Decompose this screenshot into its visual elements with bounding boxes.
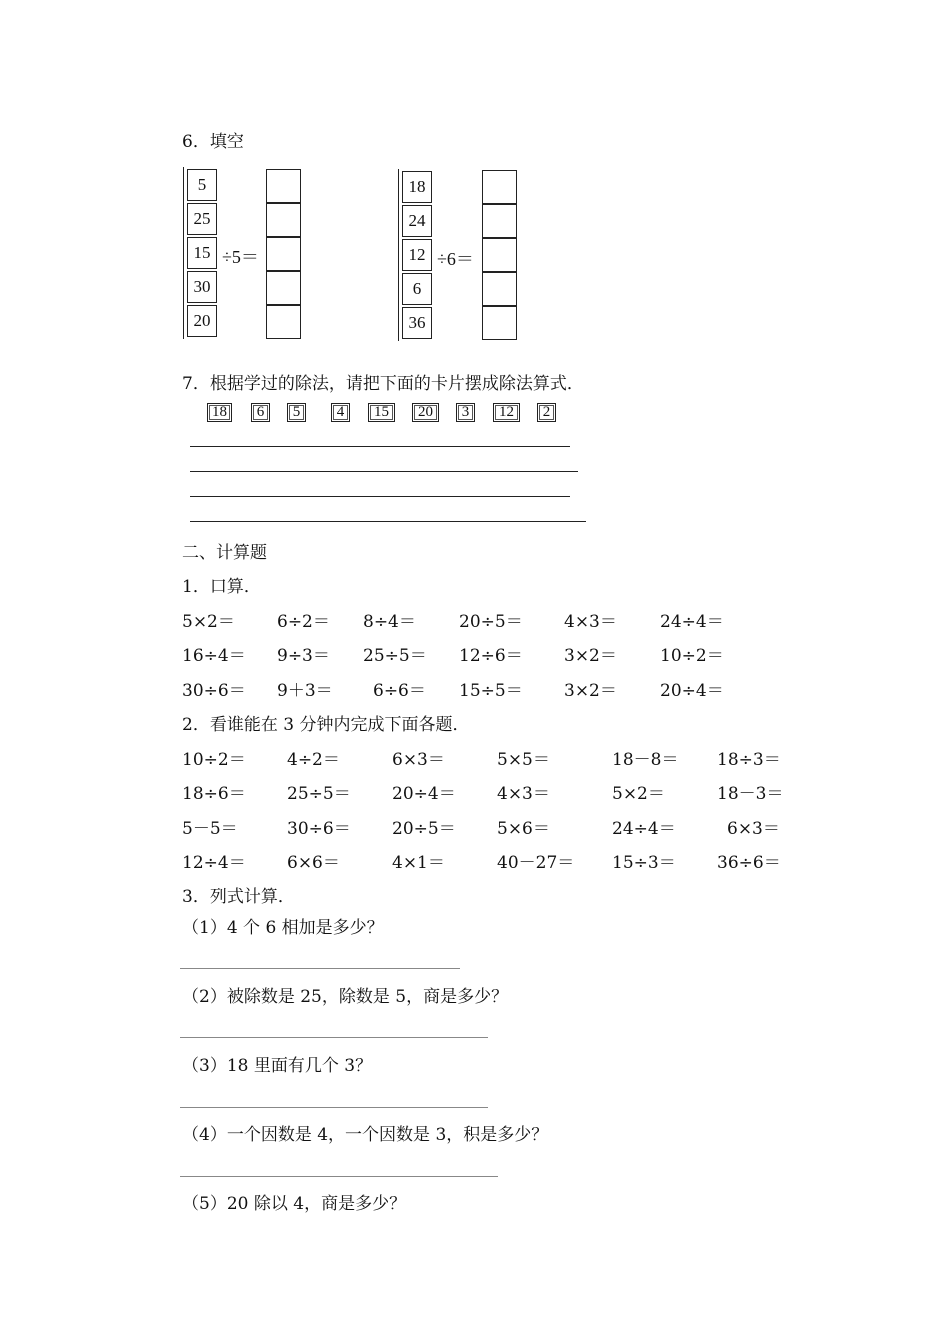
right-number-box: 6: [402, 273, 432, 305]
problem: 3×2＝: [564, 646, 617, 666]
left-number-box: 15: [187, 237, 217, 269]
problem: 4×1＝: [392, 853, 445, 873]
card-label: 6: [253, 405, 268, 420]
card-label: 4: [333, 405, 348, 420]
number-card[interactable]: [368, 403, 395, 422]
word-problem: （4）一个因数是 4，一个因数是 3，积是多少？: [182, 1125, 549, 1145]
right-number-box: 36: [402, 307, 432, 339]
card-label: 12: [495, 405, 518, 420]
number-card[interactable]: [493, 403, 520, 422]
word-problem: （5）20 除以 4，商是多少？: [182, 1194, 407, 1214]
answer-line[interactable]: [180, 1176, 498, 1177]
left-number-box: 20: [187, 305, 217, 337]
part-2-title: 2．看谁能在 3 分钟内完成下面各题．: [182, 715, 470, 735]
problem: 8÷4＝: [363, 612, 416, 632]
answer-line[interactable]: [190, 471, 578, 472]
answer-box[interactable]: [482, 272, 517, 306]
number-card[interactable]: [412, 403, 439, 422]
problem: 36÷6＝: [717, 853, 781, 873]
answer-line[interactable]: [180, 1107, 488, 1108]
word-problem: （1）4 个 6 相加是多少？: [182, 918, 384, 938]
left-number-box: 5: [187, 169, 217, 201]
card-label: 2: [539, 405, 554, 420]
part-3-title: 3．列式计算．: [182, 887, 295, 907]
left-bracket: [183, 167, 184, 339]
problem: 12÷4＝: [182, 853, 246, 873]
problem: 4×3＝: [497, 784, 550, 804]
problem: 9＋3＝: [277, 681, 333, 701]
problem: 30÷6＝: [182, 681, 246, 701]
problem: 10÷2＝: [660, 646, 724, 666]
problem: 6×3＝: [392, 750, 445, 770]
problem: 18－3＝: [717, 784, 784, 804]
problem: 6÷6＝: [373, 681, 426, 701]
number-card[interactable]: [251, 403, 270, 422]
problem: 24÷4＝: [612, 819, 676, 839]
problem: 9÷3＝: [277, 646, 330, 666]
problem: 4×3＝: [564, 612, 617, 632]
answer-line[interactable]: [190, 496, 570, 497]
problem: 5×2＝: [182, 612, 235, 632]
problem: 20÷5＝: [459, 612, 523, 632]
number-card[interactable]: [207, 403, 232, 422]
problem: 5×2＝: [612, 784, 665, 804]
problem: 5×6＝: [497, 819, 550, 839]
right-number-box: 24: [402, 205, 432, 237]
part-1-title: 1．口算．: [182, 577, 261, 597]
problem: 4÷2＝: [287, 750, 340, 770]
problem: 18－8＝: [612, 750, 679, 770]
answer-line[interactable]: [190, 521, 586, 522]
card-label: 20: [414, 405, 437, 420]
right-number-box: 12: [402, 239, 432, 271]
problem: 15÷5＝: [459, 681, 523, 701]
card-label: 5: [289, 405, 304, 420]
right-operator: ÷6＝: [437, 249, 474, 269]
problem: 24÷4＝: [660, 612, 724, 632]
number-card[interactable]: [287, 403, 306, 422]
card-label: 15: [370, 405, 393, 420]
problem: 3×2＝: [564, 681, 617, 701]
problem: 12÷6＝: [459, 646, 523, 666]
question-6-title: 6．填空: [182, 132, 244, 152]
card-label: 3: [458, 405, 473, 420]
answer-box[interactable]: [482, 306, 517, 340]
problem: 40－27＝: [497, 853, 575, 873]
answer-box[interactable]: [266, 271, 301, 305]
problem: 18÷3＝: [717, 750, 781, 770]
problem: 6×3＝: [727, 819, 780, 839]
right-bracket: [398, 169, 399, 341]
number-card[interactable]: [456, 403, 475, 422]
answer-line[interactable]: [180, 968, 460, 969]
problem: 25÷5＝: [287, 784, 351, 804]
problem: 25÷5＝: [363, 646, 427, 666]
number-card[interactable]: [537, 403, 556, 422]
left-number-box: 30: [187, 271, 217, 303]
right-number-box: 18: [402, 171, 432, 203]
problem: 15÷3＝: [612, 853, 676, 873]
answer-line[interactable]: [190, 446, 570, 447]
problem: 20÷4＝: [392, 784, 456, 804]
problem: 16÷4＝: [182, 646, 246, 666]
word-problem: （3）18 里面有几个 3？: [182, 1056, 373, 1076]
problem: 10÷2＝: [182, 750, 246, 770]
answer-box[interactable]: [482, 204, 517, 238]
answer-line[interactable]: [180, 1037, 488, 1038]
answer-box[interactable]: [482, 170, 517, 204]
problem: 20÷4＝: [660, 681, 724, 701]
answer-box[interactable]: [266, 169, 301, 203]
answer-box[interactable]: [266, 305, 301, 339]
word-problem: （2）被除数是 25，除数是 5，商是多少？: [182, 987, 509, 1007]
number-card[interactable]: [331, 403, 350, 422]
problem: 5－5＝: [182, 819, 238, 839]
section-2-title: 二、计算题: [182, 543, 267, 563]
problem: 6÷2＝: [277, 612, 330, 632]
left-operator: ÷5＝: [222, 247, 259, 267]
left-number-box: 25: [187, 203, 217, 235]
answer-box[interactable]: [482, 238, 517, 272]
problem: 5×5＝: [497, 750, 550, 770]
problem: 20÷5＝: [392, 819, 456, 839]
question-7-title: 7．根据学过的除法，请把下面的卡片摆成除法算式．: [182, 374, 584, 394]
answer-box[interactable]: [266, 237, 301, 271]
problem: 30÷6＝: [287, 819, 351, 839]
problem: 18÷6＝: [182, 784, 246, 804]
answer-box[interactable]: [266, 203, 301, 237]
card-label: 18: [209, 405, 230, 420]
problem: 6×6＝: [287, 853, 340, 873]
